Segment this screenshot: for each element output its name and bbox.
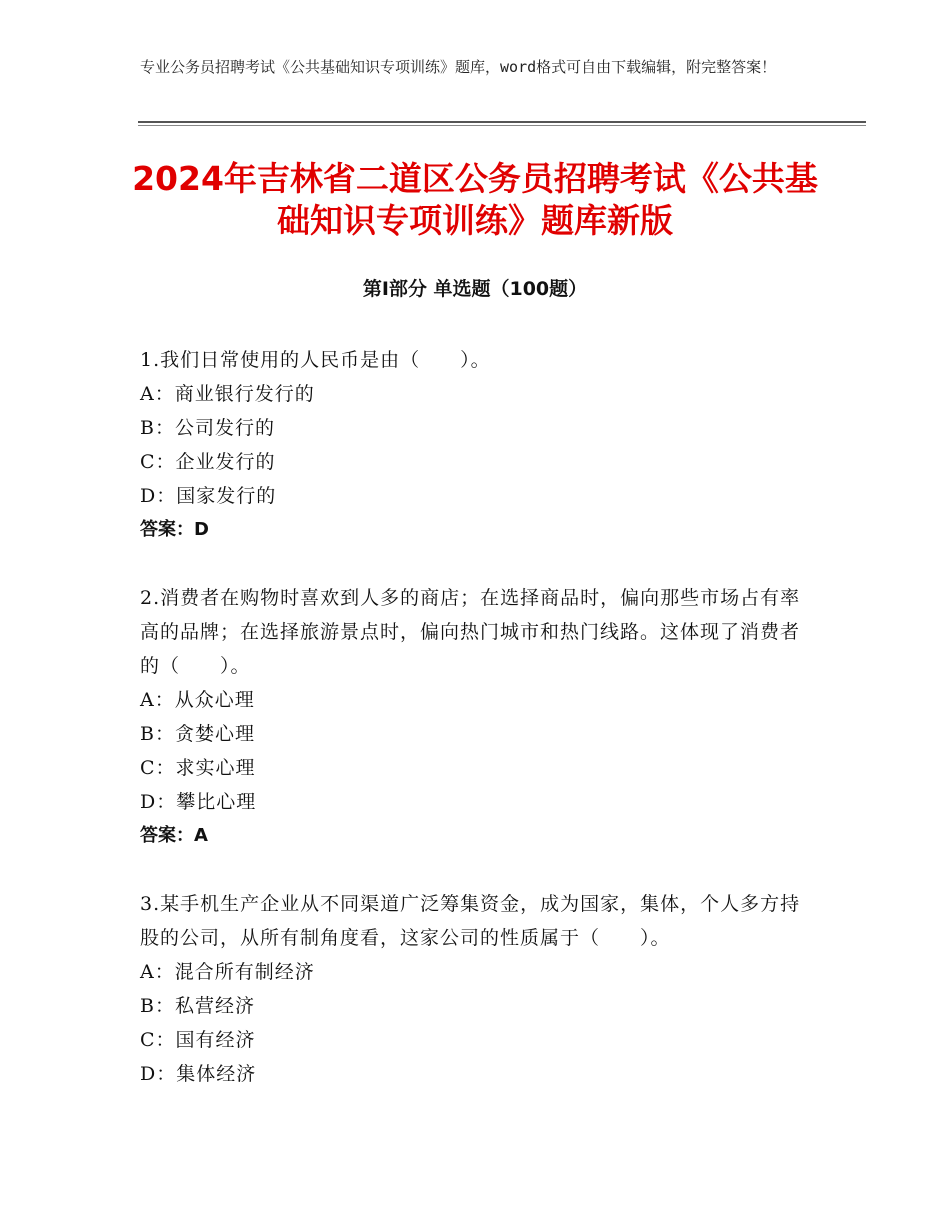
question-1 xyxy=(140,343,810,547)
question-stem: 1.我们日常使用的人民币是由（ ）。 xyxy=(140,349,491,371)
option-c: C：求实心理 xyxy=(140,757,256,779)
option-b: B：公司发行的 xyxy=(140,417,275,439)
answer-line: 答案：D xyxy=(140,519,209,540)
question-stem: 2.消费者在购物时喜欢到人多的商店；在选择商品时，偏向那些市场占有率高的品牌；在选择旅游景点时，偏向热门城市和热门线路。这体现了消费者的（ ）。 xyxy=(140,587,801,677)
option-d: D：集体经济 xyxy=(140,1063,257,1085)
question-2 xyxy=(140,581,810,853)
question-stem: 3.某手机生产企业从不同渠道广泛筹集资金，成为国家，集体，个人多方持股的公司，从所有制角度看，这家公司的性质属于（ ）。 xyxy=(140,893,801,949)
answer-line: 答案：A xyxy=(140,825,208,846)
section-title: 第Ⅰ部分 单选题（100题） xyxy=(362,278,588,300)
option-a: A：从众心理 xyxy=(140,689,255,711)
option-a: A：商业银行发行的 xyxy=(140,383,315,405)
header-divider xyxy=(138,121,866,123)
header-note: 专业公务员招聘考试《公共基础知识专项训练》题库，word格式可自由下载编辑，附完整答案！ xyxy=(140,58,777,76)
page-title: 2024年吉林省二道区公务员招聘考试《公共基础知识专项训练》题库新版 xyxy=(132,159,818,240)
option-d: D：攀比心理 xyxy=(140,791,257,813)
option-c: C：企业发行的 xyxy=(140,451,276,473)
question-3 xyxy=(140,887,810,1091)
option-a: A：混合所有制经济 xyxy=(140,961,315,983)
option-b: B：贪婪心理 xyxy=(140,723,255,745)
option-d: D：国家发行的 xyxy=(140,485,277,507)
option-c: C：国有经济 xyxy=(140,1029,256,1051)
header-divider-thin xyxy=(138,125,866,126)
question-list xyxy=(140,343,810,1125)
option-b: B：私营经济 xyxy=(140,995,255,1017)
